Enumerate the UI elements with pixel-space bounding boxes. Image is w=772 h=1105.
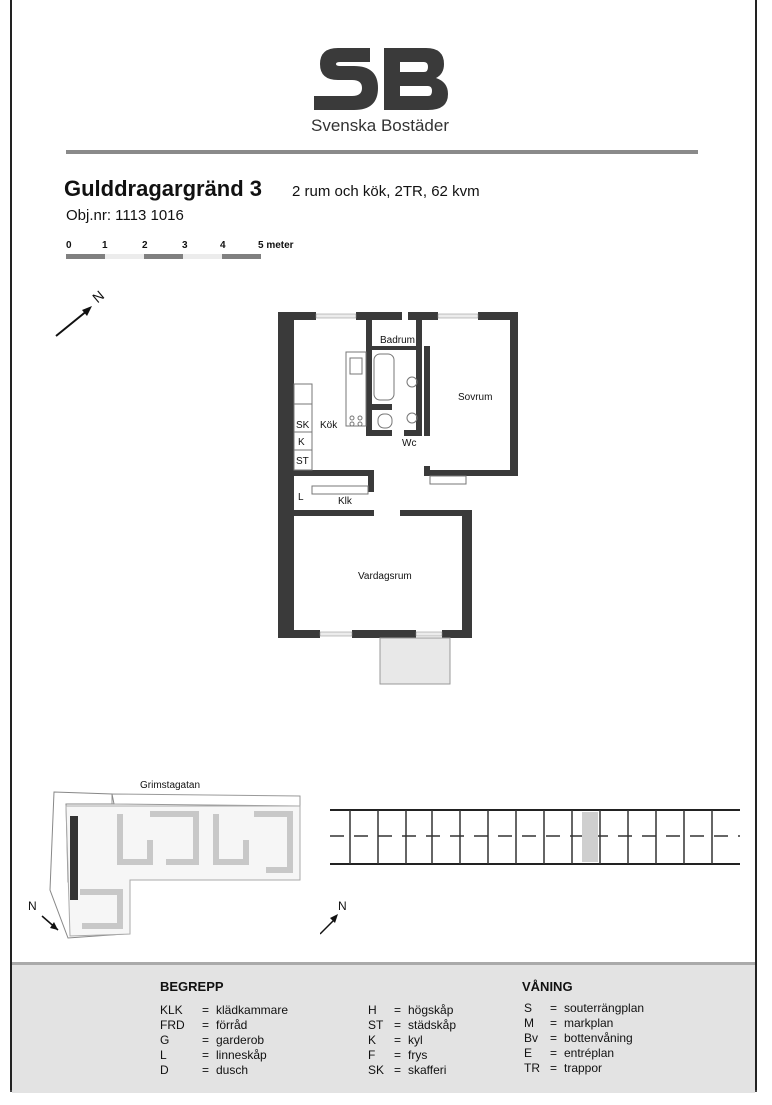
north-arrow-icon bbox=[56, 287, 107, 336]
room-label-klk: Klk bbox=[338, 496, 352, 507]
brand-name: Svenska Bostäder bbox=[311, 116, 449, 135]
legend-row: D = dusch bbox=[160, 1063, 249, 1077]
legend-row: TR = trappor bbox=[524, 1061, 603, 1075]
north-label: N bbox=[28, 899, 37, 913]
building-row-plan bbox=[320, 790, 750, 955]
legend-row: M = markplan bbox=[524, 1016, 614, 1030]
north-label: N bbox=[89, 287, 108, 306]
balcony bbox=[380, 638, 450, 684]
floor-plan bbox=[40, 280, 520, 705]
legend-begrepp-mid bbox=[368, 1003, 456, 1078]
legend-row: H = högskåp bbox=[368, 1003, 454, 1017]
property-title: Gulddragargränd 3 bbox=[64, 176, 263, 201]
room-label-kok: Kök bbox=[320, 420, 338, 431]
scale-segment bbox=[222, 254, 261, 259]
legend-panel bbox=[12, 962, 755, 1093]
scale-segment bbox=[144, 254, 183, 259]
room-label-vardagsrum: Vardagsrum bbox=[358, 571, 412, 582]
legend-row: FRD = förråd bbox=[160, 1018, 248, 1032]
scale-bar bbox=[66, 240, 306, 264]
page-border-left bbox=[10, 0, 12, 1092]
room-label-sovrum: Sovrum bbox=[458, 392, 493, 403]
object-number: Obj.nr: 1113 1016 bbox=[66, 207, 184, 224]
north-arrow-icon bbox=[28, 899, 58, 930]
room-label-badrum: Badrum bbox=[380, 335, 416, 346]
scale-segment bbox=[105, 254, 144, 259]
scale-label: 0 bbox=[66, 240, 72, 251]
north-arrow-icon bbox=[320, 899, 347, 934]
site-plan bbox=[20, 770, 310, 955]
scale-segment bbox=[66, 254, 105, 259]
legend-row: ST = städskåp bbox=[368, 1018, 457, 1032]
legend-vaning-title: VÅNING bbox=[522, 979, 573, 994]
room-label-st: ST bbox=[296, 456, 309, 467]
property-subtitle: 2 rum och kök, 2TR, 62 kvm bbox=[292, 183, 480, 200]
scale-segment bbox=[183, 254, 222, 259]
street-label: Grimstagatan bbox=[140, 780, 201, 791]
legend-row: S = souterrängplan bbox=[524, 1001, 645, 1015]
legend-vaning bbox=[524, 1001, 644, 1076]
room-label-l: L bbox=[298, 492, 304, 503]
legend-begrepp-left bbox=[160, 1003, 288, 1078]
legend-row: Bv = bottenvåning bbox=[524, 1031, 633, 1045]
scale-label: 2 bbox=[142, 240, 148, 251]
room-label-sk: SK bbox=[296, 420, 310, 431]
legend-row: G = garderob bbox=[160, 1033, 265, 1047]
scale-label: 4 bbox=[220, 240, 226, 251]
legend-row: SK = skafferi bbox=[368, 1063, 447, 1077]
legend-begrepp-title: BEGREPP bbox=[160, 979, 224, 994]
legend-row: L = linneskåp bbox=[160, 1048, 267, 1062]
legend-row: E = entréplan bbox=[524, 1046, 615, 1060]
scale-label: 3 bbox=[182, 240, 188, 251]
legend-row: K = kyl bbox=[368, 1033, 423, 1047]
highlighted-building bbox=[70, 816, 78, 900]
header-divider bbox=[66, 150, 698, 154]
legend-row: KLK = klädkammare bbox=[160, 1003, 289, 1017]
room-label-wc: Wc bbox=[402, 438, 417, 449]
row-plan-walls bbox=[330, 810, 740, 864]
scale-label: 1 bbox=[102, 240, 108, 251]
scale-label: 5 meter bbox=[258, 240, 294, 251]
page-border-right bbox=[755, 0, 757, 1092]
north-label: N bbox=[338, 899, 347, 913]
legend-row: F = frys bbox=[368, 1048, 428, 1062]
highlighted-apartment bbox=[582, 812, 598, 862]
room-label-k: K bbox=[298, 437, 305, 448]
